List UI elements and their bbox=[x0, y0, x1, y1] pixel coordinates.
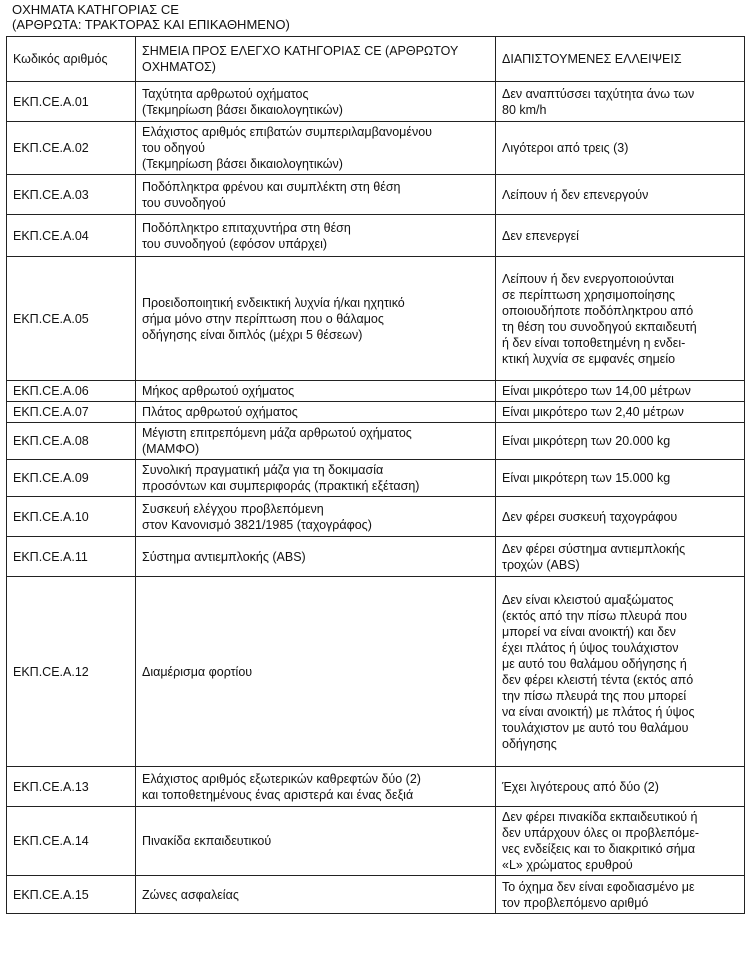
table-row bbox=[7, 82, 745, 122]
row-defect: Το όχημα δεν είναι εφοδιασμένο με τον προβλεπόμενο αριθμό bbox=[496, 876, 745, 914]
row-code: ΕΚΠ.CE.A.03 bbox=[7, 175, 136, 215]
table-row bbox=[7, 402, 745, 423]
row-check-point: Συνολική πραγματική μάζα για τη δοκιμασία προσόντων και συμπεριφοράς (πρακτική εξέταση) bbox=[136, 460, 496, 497]
row-defect: Λείπουν ή δεν ενεργοποιούνται σε περίπτωση χρησιμοποίησης οποιουδήποτε ποδόπληκτρου από τη θέση του συνοδηγού εκπαιδευτή ή δεν είναι τοποθετημένη η ενδει- κτική λυχνία σε εμφανές σημείο bbox=[496, 257, 745, 381]
row-check-point: Ζώνες ασφαλείας bbox=[136, 876, 496, 914]
row-defect: Είναι μικρότερο των 14,00 μέτρων bbox=[496, 381, 745, 402]
table-row bbox=[7, 577, 745, 767]
row-code: ΕΚΠ.CE.A.05 bbox=[7, 257, 136, 381]
row-defect: Δεν επενεργεί bbox=[496, 215, 745, 257]
row-code: ΕΚΠ.CE.A.13 bbox=[7, 767, 136, 807]
row-code: ΕΚΠ.CE.A.07 bbox=[7, 402, 136, 423]
row-defect: Λείπουν ή δεν επενεργούν bbox=[496, 175, 745, 215]
row-defect: Λιγότεροι από τρεις (3) bbox=[496, 122, 745, 175]
table-row bbox=[7, 257, 745, 381]
table-row bbox=[7, 423, 745, 460]
table-header-row bbox=[7, 37, 745, 82]
table-row bbox=[7, 122, 745, 175]
row-code: ΕΚΠ.CE.A.01 bbox=[7, 82, 136, 122]
row-code: ΕΚΠ.CE.A.09 bbox=[7, 460, 136, 497]
row-code: ΕΚΠ.CE.A.08 bbox=[7, 423, 136, 460]
row-code: ΕΚΠ.CE.A.12 bbox=[7, 577, 136, 767]
row-code: ΕΚΠ.CE.A.14 bbox=[7, 807, 136, 876]
row-check-point: Ποδόπληκτρα φρένου και συμπλέκτη στη θέση του συνοδηγού bbox=[136, 175, 496, 215]
table-row bbox=[7, 767, 745, 807]
row-defect: Δεν φέρει συσκευή ταχογράφου bbox=[496, 497, 745, 537]
table-row bbox=[7, 497, 745, 537]
row-defect: Δεν φέρει σύστημα αντιεμπλοκής τροχών (ABS) bbox=[496, 537, 745, 577]
inspection-table bbox=[6, 36, 745, 914]
table-row bbox=[7, 876, 745, 914]
row-defect: Είναι μικρότερο των 2,40 μέτρων bbox=[496, 402, 745, 423]
row-defect: Έχει λιγότερους από δύο (2) bbox=[496, 767, 745, 807]
row-check-point: Ελάχιστος αριθμός εξωτερικών καθρεφτών δύο (2) και τοποθετημένους ένας αριστερά και ένας δεξιά bbox=[136, 767, 496, 807]
header-code: Κωδικός αριθμός bbox=[7, 37, 136, 82]
heading-line-1: ΟΧΗΜΑΤΑ ΚΑΤΗΓΟΡΙΑΣ CE bbox=[12, 2, 179, 17]
table-row bbox=[7, 460, 745, 497]
row-code: ΕΚΠ.CE.A.02 bbox=[7, 122, 136, 175]
row-code: ΕΚΠ.CE.A.11 bbox=[7, 537, 136, 577]
row-check-point: Πινακίδα εκπαιδευτικού bbox=[136, 807, 496, 876]
row-defect: Δεν είναι κλειστού αμαξώματος (εκτός από την πίσω πλευρά που μπορεί να είναι ανοικτή) και δεν έχει πλάτος ή ύψος τουλάχιστον με αυτό του θαλάμου οδήγησης ή δεν φέρει κλειστή τέντα (εκτός από την πίσω πλευρά της που μπορεί να είναι ανοικτή) με πλάτος ή ύψος τουλάχιστον με αυτό του θαλάμου οδήγησης bbox=[496, 577, 745, 767]
row-code: ΕΚΠ.CE.A.10 bbox=[7, 497, 136, 537]
document-heading bbox=[12, 2, 290, 32]
row-check-point: Ελάχιστος αριθμός επιβατών συμπεριλαμβανομένου του οδηγού (Τεκμηρίωση βάσει δικαιολογητικών) bbox=[136, 122, 496, 175]
row-check-point: Συσκευή ελέγχου προβλεπόμενη στον Κανονισμό 3821/1985 (ταχογράφος) bbox=[136, 497, 496, 537]
row-check-point: Πλάτος αρθρωτού οχήματος bbox=[136, 402, 496, 423]
row-check-point: Μέγιστη επιτρεπόμενη μάζα αρθρωτού οχήματος (ΜΑΜΦΟ) bbox=[136, 423, 496, 460]
row-check-point: Διαμέρισμα φορτίου bbox=[136, 577, 496, 767]
header-points: ΣΗΜΕΙΑ ΠΡΟΣ ΕΛΕΓΧΟ ΚΑΤΗΓΟΡΙΑΣ CE (ΑΡΘΡΩΤΟΥ ΟΧΗΜΑΤΟΣ) bbox=[136, 37, 496, 82]
row-check-point: Προειδοποιητική ενδεικτική λυχνία ή/και ηχητικό σήμα μόνο στην περίπτωση που ο θάλαμος οδήγησης είναι διπλός (μέχρι 5 θέσεων) bbox=[136, 257, 496, 381]
row-defect: Δεν αναπτύσσει ταχύτητα άνω των 80 km/h bbox=[496, 82, 745, 122]
row-check-point: Ποδόπληκτρο επιταχυντήρα στη θέση του συνοδηγού (εφόσον υπάρχει) bbox=[136, 215, 496, 257]
table-row bbox=[7, 807, 745, 876]
row-code: ΕΚΠ.CE.A.15 bbox=[7, 876, 136, 914]
table-row bbox=[7, 537, 745, 577]
row-check-point: Μήκος αρθρωτού οχήματος bbox=[136, 381, 496, 402]
row-defect: Είναι μικρότερη των 15.000 kg bbox=[496, 460, 745, 497]
table-row bbox=[7, 215, 745, 257]
heading-line-2: (ΑΡΘΡΩΤΑ: ΤΡΑΚΤΟΡΑΣ ΚΑΙ ΕΠΙΚΑΘΗΜΕΝΟ) bbox=[12, 17, 290, 32]
table-row bbox=[7, 175, 745, 215]
row-defect: Είναι μικρότερη των 20.000 kg bbox=[496, 423, 745, 460]
row-code: ΕΚΠ.CE.A.04 bbox=[7, 215, 136, 257]
table-row bbox=[7, 381, 745, 402]
row-check-point: Σύστημα αντιεμπλοκής (ABS) bbox=[136, 537, 496, 577]
row-check-point: Ταχύτητα αρθρωτού οχήματος (Τεκμηρίωση βάσει δικαιολογητικών) bbox=[136, 82, 496, 122]
row-code: ΕΚΠ.CE.A.06 bbox=[7, 381, 136, 402]
row-defect: Δεν φέρει πινακίδα εκπαιδευτικού ή δεν υπάρχουν όλες οι προβλεπόμε- νες ενδείξεις και το διακριτικό σήμα «L» χρώματος ερυθρού bbox=[496, 807, 745, 876]
header-defects: ΔΙΑΠΙΣΤΟΥΜΕΝΕΣ ΕΛΛΕΙΨΕΙΣ bbox=[496, 37, 745, 82]
